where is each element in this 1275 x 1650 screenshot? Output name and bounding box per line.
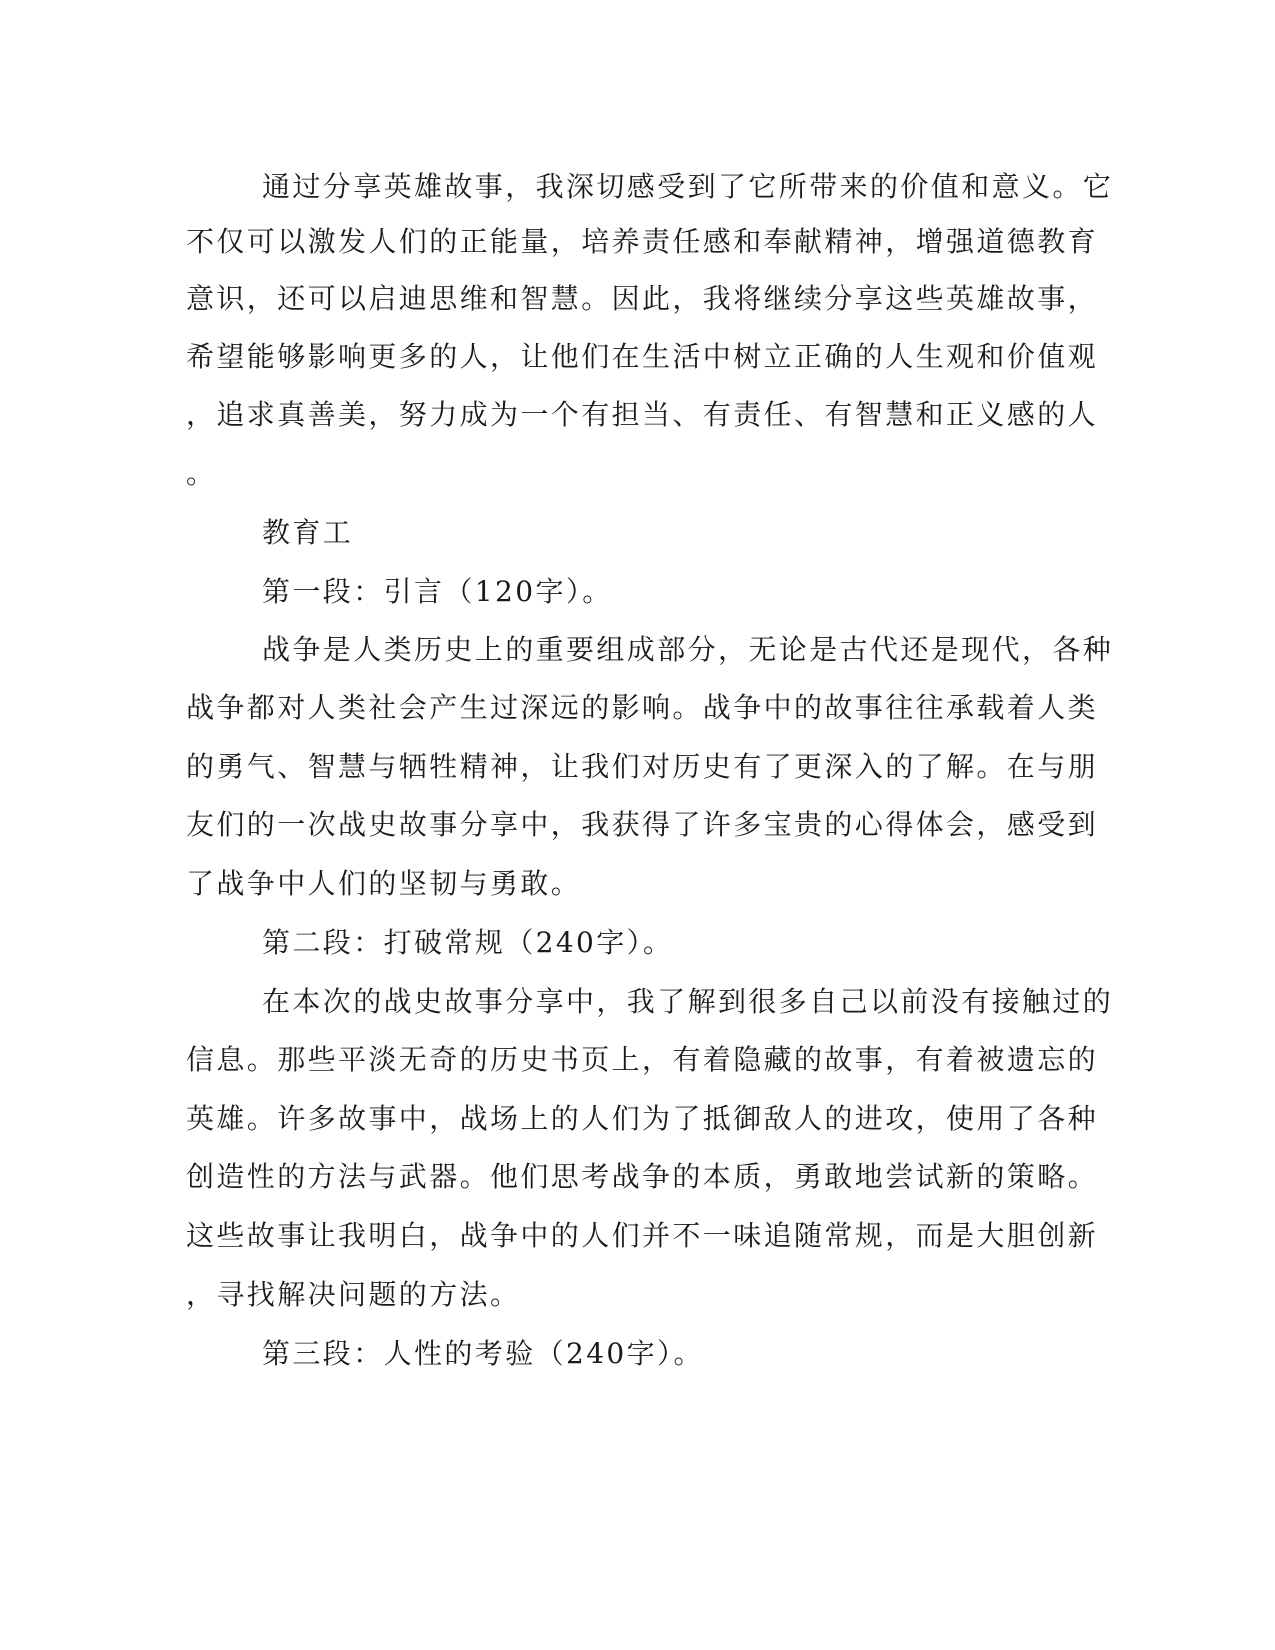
section-heading: 教育工 (262, 516, 354, 549)
section-heading: 第一段：引言（120字）。 (262, 575, 613, 608)
paragraph-line: 友们的一次战史故事分享中，我获得了许多宝贵的心得体会，感受到 (186, 808, 1099, 841)
paragraph-line: 战争都对人类社会产生过深远的影响。战争中的故事往往承载着人类 (186, 691, 1099, 724)
paragraph-line: 不仅可以激发人们的正能量，培养责任感和奉献精神，增强道德教育 (186, 225, 1099, 258)
paragraph-line: 战争是人类历史上的重要组成部分，无论是古代还是现代，各种 (262, 633, 1114, 666)
paragraph-line: 这些故事让我明白，战争中的人们并不一味追随常规，而是大胆创新 (186, 1219, 1099, 1252)
paragraph-line: 在本次的战史故事分享中，我了解到很多自己以前没有接触过的 (262, 985, 1114, 1018)
paragraph-line: 通过分享英雄故事，我深切感受到了它所带来的价值和意义。它 (262, 170, 1114, 203)
paragraph-line: 了战争中人们的坚韧与勇敢。 (186, 867, 582, 900)
section-heading: 第三段：人性的考验（240字）。 (262, 1337, 704, 1370)
paragraph-line: 创造性的方法与武器。他们思考战争的本质，勇敢地尝试新的策略。 (186, 1160, 1099, 1193)
section-heading: 第二段：打破常规（240字）。 (262, 926, 674, 959)
paragraph-line: 意识，还可以启迪思维和智慧。因此，我将继续分享这些英雄故事， (186, 282, 1099, 315)
paragraph-line: 英雄。许多故事中，战场上的人们为了抵御敌人的进攻，使用了各种 (186, 1102, 1099, 1135)
paragraph-line: 。 (186, 457, 217, 490)
paragraph-line: 的勇气、智慧与牺牲精神，让我们对历史有了更深入的了解。在与朋 (186, 750, 1099, 783)
paragraph-line: 希望能够影响更多的人，让他们在生活中树立正确的人生观和价值观 (186, 340, 1099, 373)
paragraph-line: ，追求真善美，努力成为一个有担当、有责任、有智慧和正义感的人 (186, 398, 1099, 431)
paragraph-line: ，寻找解决问题的方法。 (186, 1278, 521, 1311)
paragraph-line: 信息。那些平淡无奇的历史书页上，有着隐藏的故事，有着被遗忘的 (186, 1043, 1099, 1076)
